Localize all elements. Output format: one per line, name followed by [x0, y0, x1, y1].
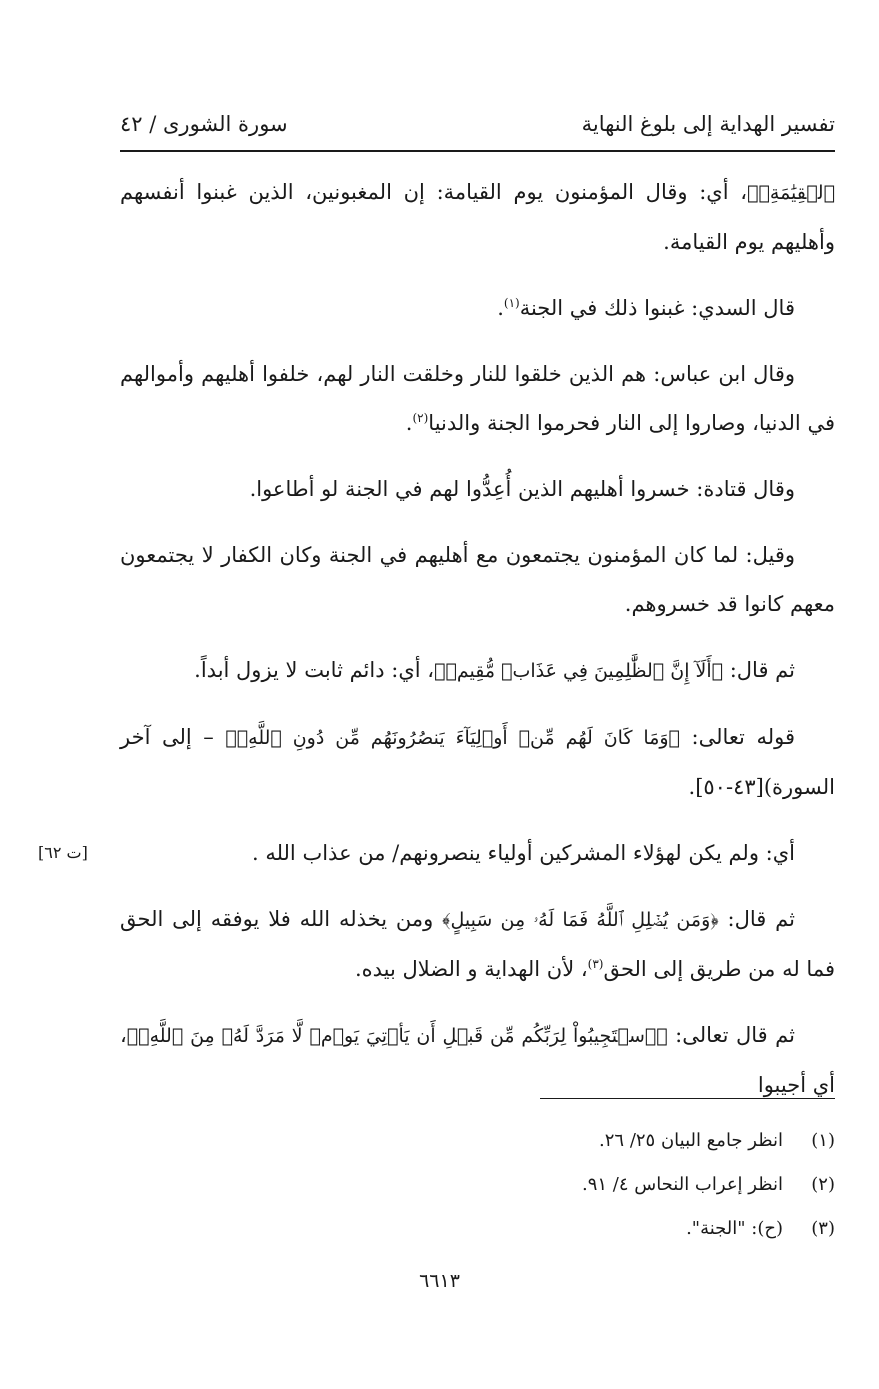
- footnote: [120, 1118, 835, 1162]
- quran-verse: ﴿أَلَآ إِنَّ ٱلظَّٰلِمِينَ فِي عَذَابٖ مُّقِيمٖ﴾: [434, 660, 724, 682]
- quran-verse: ﴿وَمَن يُضۡلِلِ ٱللَّهُ فَمَا لَهُۥ مِن سَبِيلٍ﴾: [442, 909, 719, 931]
- text-run: ، أي: وقال المؤمنون يوم القيامة: إن المغبونين، الذين غبنوا أنفسهم وأهليهم يوم القيامة.: [120, 180, 835, 254]
- quran-verse: ﴿ٱسۡتَجِيبُواْ لِرَبِّكُم مِّن قَبۡلِ أَن يَأۡتِيَ يَوۡمٞ لَّا مَرَدَّ لَهُۥ مِنَ ٱللَّهِۚ﴾: [126, 1025, 668, 1047]
- footnote-text: انظر إعراب النحاس ٤/ ٩١.: [581, 1173, 783, 1195]
- footnote-ref: (٣): [587, 957, 604, 971]
- footnote-text: انظر جامع البيان ٢٥/ ٢٦.: [599, 1129, 783, 1151]
- quran-verse: ﴿وَمَا كَانَ لَهُم مِّنۡ أَوۡلِيَآءَ يَنصُرُونَهُم مِّن دُونِ ٱللَّهِۗ﴾: [225, 727, 680, 749]
- text-run: وقيل: لما كان المؤمنون يجتمعون مع أهليهم في الجنة وكان الكفار لا يجتمعون معهم كانوا قد خسروهم.: [120, 543, 835, 616]
- text-run: ومن يخذله الله فلا يوفقه إلى الحق فما له من طريق إلى الحق: [120, 907, 835, 981]
- paragraph: [120, 646, 835, 696]
- text-run: قوله تعالى:: [679, 725, 795, 749]
- text-run: .: [497, 296, 504, 320]
- paragraph: [120, 829, 835, 878]
- footnote-number: (٢): [811, 1173, 835, 1195]
- footnote-rule: [540, 1098, 835, 1099]
- footnote-number: (١): [811, 1129, 835, 1151]
- quran-verse: ٱلۡقِيَٰمَةِۗ﴾: [747, 182, 835, 204]
- text-run: ثم قال تعالى:: [667, 1023, 795, 1047]
- footnote-ref: (١): [503, 296, 520, 310]
- footnotes: [120, 1118, 835, 1250]
- margin-note: [ت ٦٢]: [38, 843, 88, 862]
- text-run: أي: ولم يكن لهؤلاء المشركين أولياء ينصرونهم/ من عذاب الله .: [251, 841, 795, 865]
- paragraph: [120, 895, 835, 994]
- book-title: تفسير الهداية إلى بلوغ النهاية: [581, 112, 835, 136]
- text-run: ثم قال:: [723, 658, 795, 682]
- footnote-ref: (٢): [412, 411, 429, 425]
- paragraph: [120, 713, 835, 812]
- footnote: [120, 1206, 835, 1250]
- paragraph: [120, 168, 835, 267]
- header-rule: [120, 150, 835, 152]
- footnote: [120, 1162, 835, 1206]
- page-number: ٦٦١٣: [419, 1270, 460, 1292]
- text-run: ، أي أجيبوا: [120, 1023, 835, 1097]
- footnote-number: (٣): [811, 1217, 835, 1239]
- surah-label: سورة الشورى / ٤٢: [120, 112, 288, 136]
- text-run: ، أي: دائم ثابت لا يزول أبداً.: [194, 658, 435, 682]
- text-run: .: [405, 411, 413, 435]
- paragraph: [120, 465, 835, 514]
- paragraph: [120, 284, 835, 333]
- text-run: قال السدي: غبنوا ذلك في الجنة: [519, 296, 795, 320]
- text-run: وقال قتادة: خسروا أهليهم الذين أُعِدُّوا لهم في الجنة لو أطاعوا.: [249, 477, 795, 501]
- running-head: [120, 110, 835, 146]
- text-run: وقال ابن عباس: هم الذين خلقوا للنار وخلقت النار لهم، خلفوا أهليهم وأموالهم في الدنيا، وصاروا إلى النار فحرموا الجنة والدنيا: [120, 362, 835, 435]
- paragraph: [120, 1011, 835, 1110]
- text-run: ثم قال:: [718, 907, 795, 931]
- paragraph: [120, 350, 835, 448]
- paragraph: [120, 531, 835, 629]
- body-text: [120, 168, 835, 1127]
- footnote-text: (ح): "الجنة".: [686, 1217, 783, 1239]
- text-run: ، لأن الهداية و الضلال بيده.: [354, 957, 588, 981]
- text-run: – إلى آخر السورة)[٤٣-٥٠].: [120, 725, 835, 799]
